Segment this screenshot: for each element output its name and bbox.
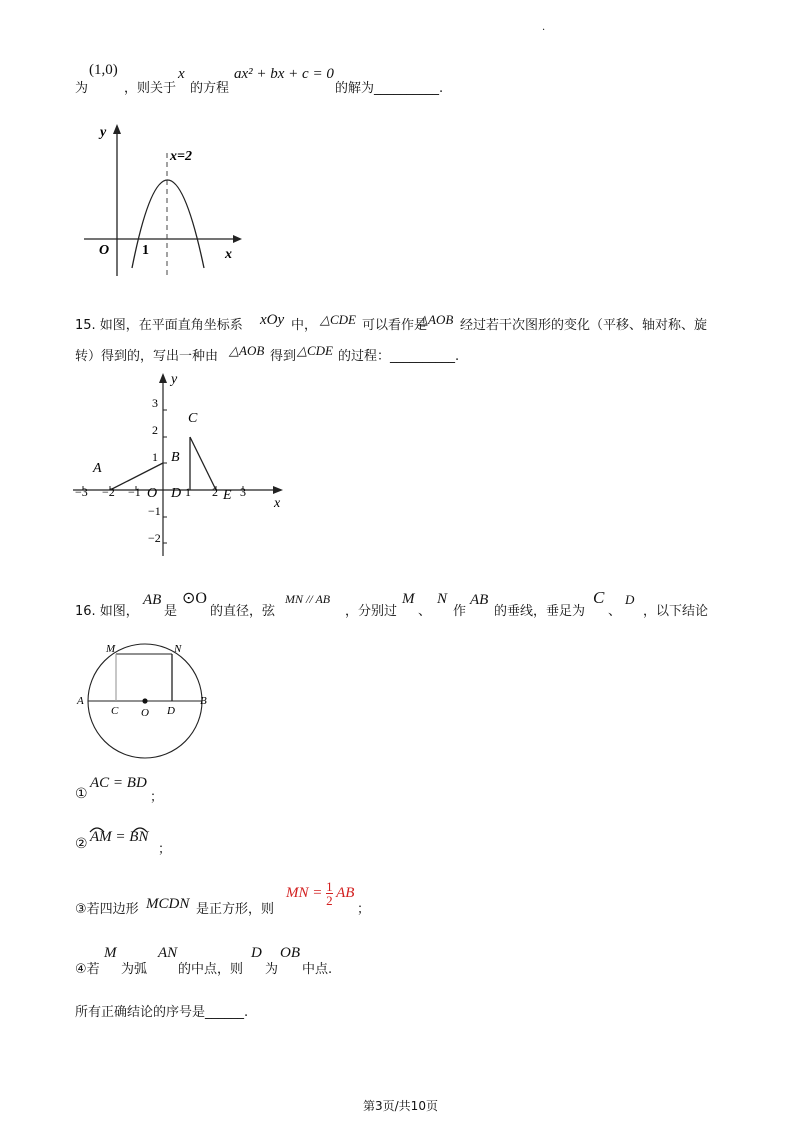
- q15-xtick-3: 3: [240, 485, 246, 499]
- q14-point: (1,0): [89, 62, 118, 78]
- header-dot: .: [542, 22, 546, 33]
- q15-line2-b: 得到: [270, 349, 297, 364]
- q15-xtick-neg1: −1: [128, 485, 141, 499]
- c4-e: 中点.: [302, 962, 333, 977]
- q14-line-label: x=2: [170, 149, 192, 164]
- q15-ytick-2: 2: [152, 423, 158, 437]
- q16-n: N: [437, 591, 448, 607]
- c4-c: 的中点，则: [178, 962, 244, 977]
- q15-xtick-neg2: −2: [102, 485, 115, 499]
- c3-lhs: MN =: [286, 884, 323, 901]
- q14-y-arrow: [113, 124, 121, 134]
- q16-center-dot: [142, 698, 147, 703]
- q14-var: x: [178, 66, 185, 82]
- c3-denominator: 2: [326, 893, 333, 908]
- q15-line2-c: 的过程：__________.: [338, 349, 460, 364]
- c4-d: D: [251, 945, 262, 961]
- q16-i: ，以下结论: [643, 604, 709, 619]
- q15-x-label: x: [274, 496, 281, 511]
- q16-e: 、: [418, 604, 432, 619]
- q16-c: 的直径，弦: [210, 604, 276, 619]
- q16-label-b: B: [200, 695, 207, 707]
- q16-g: 的垂线，垂足为: [494, 604, 586, 619]
- c3-a: ③若四边形: [75, 902, 139, 917]
- q15-line1-a: 15. 如图，在平面直角坐标系: [75, 318, 243, 333]
- q15-segment-ce: [190, 437, 216, 490]
- q16-b: 是: [164, 604, 178, 619]
- q15-line1-c: 可以看作是: [362, 318, 428, 333]
- q16-d-label: D: [625, 592, 635, 607]
- q15-point-e: E: [223, 488, 232, 503]
- q14-root-label: 1: [142, 243, 149, 258]
- q15-ytick-1: 1: [152, 450, 158, 464]
- q15-ytick-neg1: −1: [148, 504, 161, 518]
- q15-xtick-2: 2: [212, 485, 218, 499]
- page-footer: 第3页/共10页: [363, 1099, 438, 1113]
- q16-f: 作: [453, 604, 467, 619]
- c3-fraction: [326, 880, 333, 907]
- c4-ob: OB: [280, 945, 300, 961]
- q15-line1-tri1: △CDE: [320, 312, 356, 327]
- q15-ytick-3: 3: [152, 396, 158, 410]
- q16-label-m: M: [106, 643, 116, 655]
- q16-circle-o: ⊙O: [182, 590, 207, 607]
- c3-shape: MCDN: [146, 896, 190, 912]
- c4-arc: AN: [158, 945, 178, 961]
- q16-circle-diagram: [70, 635, 220, 765]
- q14-mid2: 的方程: [190, 81, 230, 96]
- q15-line1-d: 经过若干次图形的变化（平移、轴对称、旋: [460, 318, 708, 333]
- q15-y-arrow: [159, 373, 167, 383]
- q16-ab2: AB: [470, 592, 489, 608]
- q14-prefix: 为: [75, 81, 89, 96]
- q16-d: ，分别过: [345, 604, 398, 619]
- c4-b: 为弧: [121, 962, 148, 977]
- q15-point-d: D: [171, 486, 182, 501]
- q16-label-o: O: [141, 707, 149, 719]
- q15-y-label: y: [171, 372, 178, 387]
- q15-point-c: C: [188, 411, 198, 426]
- q15-line2-tri2: △CDE: [297, 343, 333, 358]
- c3-end: ；: [357, 902, 371, 917]
- q14-x-label: x: [225, 247, 232, 262]
- c3-formula: [286, 880, 354, 907]
- q14-suffix: 的解为__________.: [335, 81, 444, 96]
- q16-m: M: [402, 591, 415, 607]
- c4-d-text: 为: [265, 962, 279, 977]
- q16-label-c: C: [111, 705, 119, 717]
- q14-y-label: y: [100, 125, 107, 140]
- q15-y-ticks: [163, 410, 167, 543]
- c1-num: ①: [75, 786, 88, 802]
- q14-x-arrow: [233, 235, 242, 243]
- q15-origin-label: O: [147, 486, 158, 501]
- q16-final-prompt: 所有正确结论的序号是______.: [75, 1005, 249, 1020]
- q16-label-d: D: [167, 705, 175, 717]
- q16-h: 、: [608, 604, 622, 619]
- q15-line1-tri2: △AOB: [418, 312, 454, 327]
- q15-ytick-neg2: −2: [148, 531, 161, 545]
- c1-expr: AC = BD: [90, 775, 147, 791]
- c3-rhs: AB: [336, 884, 355, 901]
- q15-x-arrow: [273, 486, 283, 494]
- c2-expr: AM = BN: [90, 829, 149, 845]
- c1-end: ；: [150, 790, 164, 805]
- q15-coordinate-graph: [65, 366, 295, 561]
- c3-b: 是正方形，则: [196, 902, 275, 917]
- q15-point-b: B: [171, 450, 180, 465]
- q16-label-a: A: [77, 695, 84, 707]
- q16-a: 16. 如图，: [75, 604, 139, 619]
- q16-label-n: N: [174, 643, 182, 655]
- c2-end: ；: [158, 842, 172, 857]
- q14-mid1: ，则关于: [124, 81, 177, 96]
- q15-line2-tri1: △AOB: [229, 343, 265, 358]
- q16-ab: AB: [143, 592, 162, 608]
- q15-line2-a: 转）得到的，写出一种由: [75, 349, 219, 364]
- q15-xtick-neg3: −3: [75, 485, 88, 499]
- q15-line1-b: 中，: [291, 318, 318, 333]
- c3-numerator: 1: [326, 879, 333, 894]
- c4-m: M: [104, 945, 117, 961]
- q14-equation: ax² + bx + c = 0: [234, 66, 334, 82]
- q14-origin-label: O: [99, 243, 110, 258]
- q15-point-a: A: [93, 461, 102, 476]
- q14-parabola-graph: [78, 118, 248, 278]
- c4-a: ④若: [75, 962, 100, 977]
- q16-c-label: C: [593, 588, 605, 607]
- c2-num: ②: [75, 836, 88, 852]
- q15-xtick-1: 1: [185, 485, 191, 499]
- q15-line1-var: xOy: [260, 312, 285, 328]
- q16-mn-parallel-ab: MN // AB: [285, 592, 331, 606]
